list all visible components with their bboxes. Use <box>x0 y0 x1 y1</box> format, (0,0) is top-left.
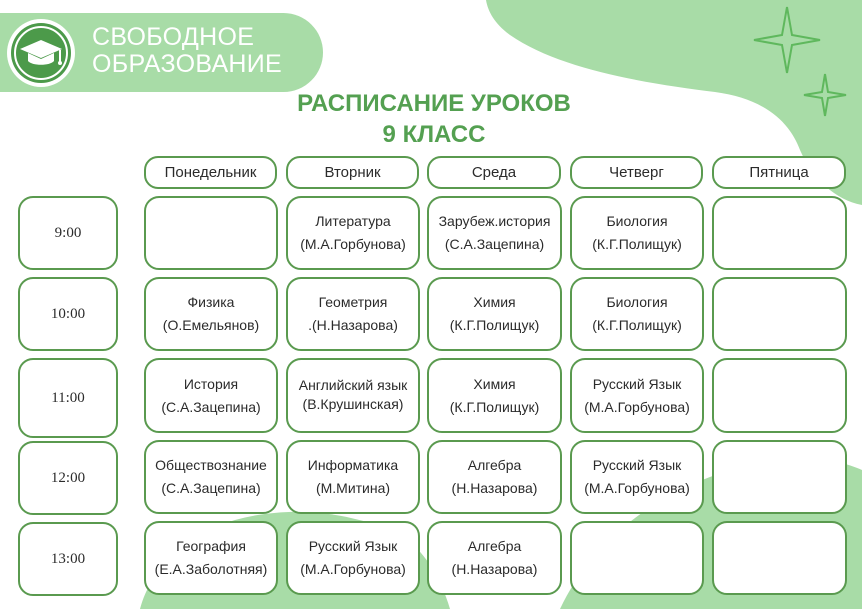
lesson-subject: География <box>176 538 246 554</box>
lesson-teacher: (С.А.Зацепина) <box>444 236 545 252</box>
lesson-cell <box>286 521 420 595</box>
lesson-teacher: (М.А.Горбунова) <box>584 398 690 415</box>
lesson-cell <box>286 196 420 270</box>
lesson-cell <box>712 358 847 433</box>
lesson-teacher: (М.Митина) <box>315 480 391 496</box>
lesson-teacher: (Е.А.Заболотняя) <box>154 561 268 577</box>
lesson-teacher: (К.Г.Полищук) <box>449 317 540 333</box>
brand-line-1: СВОБОДНОЕ <box>92 23 255 51</box>
time-slot: 11:00 <box>18 358 118 438</box>
time-slot: 13:00 <box>18 522 118 596</box>
lesson-cell <box>570 358 704 433</box>
page-subtitle: 9 КЛАСС <box>382 121 486 148</box>
lesson-cell <box>286 440 420 514</box>
lesson-subject: Геометрия <box>318 294 388 310</box>
day-header-tuesday: Вторник <box>286 156 419 189</box>
lesson-teacher: (К.Г.Полищук) <box>449 398 540 415</box>
lesson-teacher: (Н.Назарова) <box>451 480 538 496</box>
lesson-cell <box>712 440 847 514</box>
lesson-cell <box>427 277 562 351</box>
time-slot: 10:00 <box>18 277 118 351</box>
sparkle-icon <box>752 5 822 75</box>
lesson-teacher: (О.Емельянов) <box>162 317 260 333</box>
lesson-cell <box>712 521 847 595</box>
lesson-subject: Литература <box>315 213 391 229</box>
lesson-subject: Русский Язык <box>592 375 682 392</box>
lesson-cell <box>427 196 562 270</box>
brand-line-2: ОБРАЗОВАНИЕ <box>92 50 283 78</box>
lesson-subject: Химия <box>473 294 516 310</box>
lesson-cell <box>144 521 278 595</box>
lesson-cell <box>144 358 278 433</box>
lesson-cell <box>712 196 847 270</box>
lesson-teacher: (С.А.Зацепина) <box>161 480 261 496</box>
lesson-subject: Русский Язык <box>308 538 398 554</box>
lesson-subject: Обществознание <box>155 457 267 473</box>
day-header-monday: Понедельник <box>144 156 277 189</box>
day-header-thursday: Четверг <box>570 156 703 189</box>
lesson-subject: Информатика <box>307 457 399 473</box>
lesson-subject: Зарубеж.история <box>438 213 551 229</box>
lesson-cell <box>570 440 704 514</box>
lesson-cell <box>144 277 278 351</box>
lesson-cell <box>427 521 562 595</box>
page-title: РАСПИСАНИЕ УРОКОВ <box>297 90 571 117</box>
lesson-cell <box>286 358 420 433</box>
time-slot: 9:00 <box>18 196 118 270</box>
graduation-cap-icon <box>6 18 76 88</box>
lesson-teacher: (К.Г.Полищук) <box>592 317 682 333</box>
day-header-friday: Пятница <box>712 156 846 189</box>
lesson-cell <box>427 440 562 514</box>
lesson-teacher: (В.Крушинская) <box>302 396 404 412</box>
lesson-subject: История <box>183 375 239 392</box>
lesson-teacher: (М.А.Горбунова) <box>300 561 406 577</box>
lesson-subject: Биология <box>606 213 668 229</box>
lesson-subject: Биология <box>606 294 668 310</box>
lesson-teacher: (Н.Назарова) <box>451 561 538 577</box>
lesson-subject: Русский Язык <box>592 457 682 473</box>
lesson-subject: Химия <box>473 375 516 392</box>
lesson-subject: Алгебра <box>467 457 522 473</box>
lesson-subject: Алгебра <box>467 538 522 554</box>
lesson-teacher: (М.А.Горбунова) <box>300 236 406 252</box>
lesson-cell <box>286 277 420 351</box>
lesson-teacher: (М.А.Горбунова) <box>584 480 690 496</box>
lesson-subject: Английский язык <box>298 377 408 393</box>
lesson-cell <box>427 358 562 433</box>
lesson-teacher: (К.Г.Полищук) <box>592 236 682 252</box>
lesson-cell <box>570 277 704 351</box>
lesson-cell <box>570 521 704 595</box>
lesson-teacher: .(Н.Назарова) <box>308 317 398 333</box>
lesson-cell <box>570 196 704 270</box>
lesson-subject: Физика <box>187 294 235 310</box>
lesson-cell <box>144 196 278 270</box>
brand-name <box>92 24 282 78</box>
lesson-teacher: (С.А.Зацепина) <box>161 398 261 415</box>
lesson-cell <box>144 440 278 514</box>
lesson-cell <box>712 277 847 351</box>
time-slot: 12:00 <box>18 441 118 515</box>
day-header-wednesday: Среда <box>427 156 561 189</box>
